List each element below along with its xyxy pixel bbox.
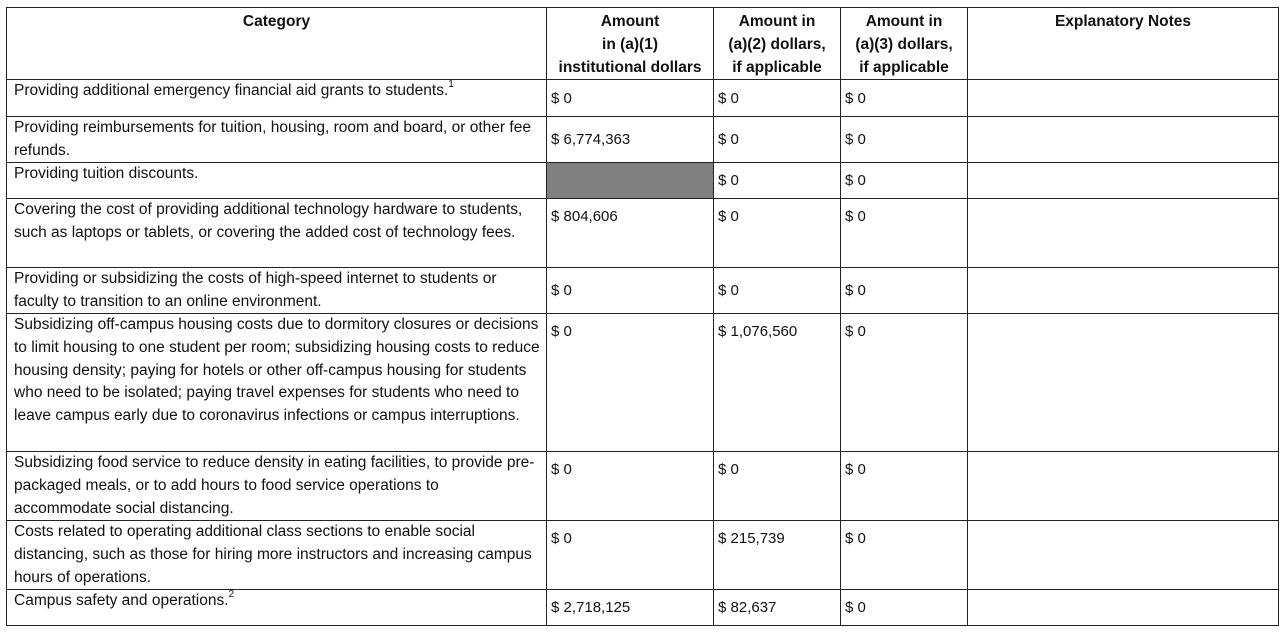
table-row	[7, 590, 1279, 626]
amount-a3-cell: $ 0	[841, 452, 968, 521]
category-cell: Subsidizing off-campus housing costs due to dormitory closures or decisions to limit housing to one student per room; subsidizing housing costs to reduce housing density; paying for hotels or other off-campus housing for students who need to be isolated; paying travel expenses for students who need to leave campus early due to coronavirus infections or campus interruptions.	[7, 314, 547, 452]
category-cell: Subsidizing food service to reduce density in eating facilities, to provide pre-packaged meals, or to add hours to food service operations to accommodate social distancing.	[7, 452, 547, 521]
header-explanatory-notes: Explanatory Notes	[968, 8, 1279, 80]
table-row	[7, 80, 1279, 117]
amount-a1-cell: $ 0	[547, 80, 714, 117]
amount-a1-cell: $ 2,718,125	[547, 590, 714, 626]
amount-a3-cell: $ 0	[841, 163, 968, 199]
amount-a2-cell: $ 215,739	[714, 521, 841, 590]
amount-a2-cell: $ 0	[714, 163, 841, 199]
category-cell: Providing tuition discounts.	[7, 163, 547, 199]
footnote-marker: 1	[448, 78, 454, 90]
table-row	[7, 521, 1279, 590]
header-category: Category	[7, 8, 547, 80]
notes-cell	[968, 117, 1279, 163]
amount-a3-cell: $ 0	[841, 117, 968, 163]
header-amount-a1: Amount in (a)(1) institutional dollars	[547, 8, 714, 80]
amount-a3-cell: $ 0	[841, 199, 968, 268]
amount-a3-cell: $ 0	[841, 268, 968, 314]
category-cell: Providing or subsidizing the costs of high-speed internet to students or faculty to transition to an online environment.	[7, 268, 547, 314]
amount-a3-cell: $ 0	[841, 590, 968, 626]
notes-cell	[968, 521, 1279, 590]
amount-a3-cell: $ 0	[841, 80, 968, 117]
header-amount-a2: Amount in (a)(2) dollars, if applicable	[714, 8, 841, 80]
amount-a1-cell: $ 804,606	[547, 199, 714, 268]
shaded-na-cell	[547, 163, 714, 199]
expenditure-table	[6, 7, 1279, 626]
category-cell: Providing additional emergency financial aid grants to students.$^1$	[7, 80, 547, 117]
amount-a2-cell: $ 0	[714, 199, 841, 268]
amount-a2-cell: $ 0	[714, 268, 841, 314]
category-cell: Campus safety and operations.$^2$	[7, 590, 547, 626]
amount-a2-cell: $ 0	[714, 452, 841, 521]
notes-cell	[968, 268, 1279, 314]
amount-a1-cell: $ 0	[547, 314, 714, 452]
category-cell: Covering the cost of providing additional technology hardware to students, such as laptops or tablets, or covering the added cost of technology fees.	[7, 199, 547, 268]
amount-a2-cell: $ 82,637	[714, 590, 841, 626]
table-row	[7, 199, 1279, 268]
table-row	[7, 268, 1279, 314]
table-row	[7, 314, 1279, 452]
amount-a3-cell: $ 0	[841, 521, 968, 590]
notes-cell	[968, 199, 1279, 268]
header-amount-a3: Amount in (a)(3) dollars, if applicable	[841, 8, 968, 80]
amount-a3-cell: $ 0	[841, 314, 968, 452]
amount-a2-cell: $ 0	[714, 80, 841, 117]
notes-cell	[968, 452, 1279, 521]
footnote-marker: 2	[228, 589, 235, 601]
table-row	[7, 163, 1279, 199]
table-row	[7, 452, 1279, 521]
notes-cell	[968, 80, 1279, 117]
amount-a2-cell: $ 0	[714, 117, 841, 163]
header-row	[7, 8, 1279, 80]
notes-cell	[968, 163, 1279, 199]
amount-a1-cell: $ 0	[547, 521, 714, 590]
notes-cell	[968, 590, 1279, 626]
notes-cell	[968, 314, 1279, 452]
amount-a1-cell: $ 0	[547, 268, 714, 314]
amount-a1-cell: $ 6,774,363	[547, 117, 714, 163]
amount-a1-cell: $ 0	[547, 452, 714, 521]
category-cell: Providing reimbursements for tuition, housing, room and board, or other fee refunds.	[7, 117, 547, 163]
table-row	[7, 117, 1279, 163]
category-cell: Costs related to operating additional class sections to enable social distancing, such as those for hiring more instructors and increasing campus hours of operations.	[7, 521, 547, 590]
amount-a2-cell: $ 1,076,560	[714, 314, 841, 452]
